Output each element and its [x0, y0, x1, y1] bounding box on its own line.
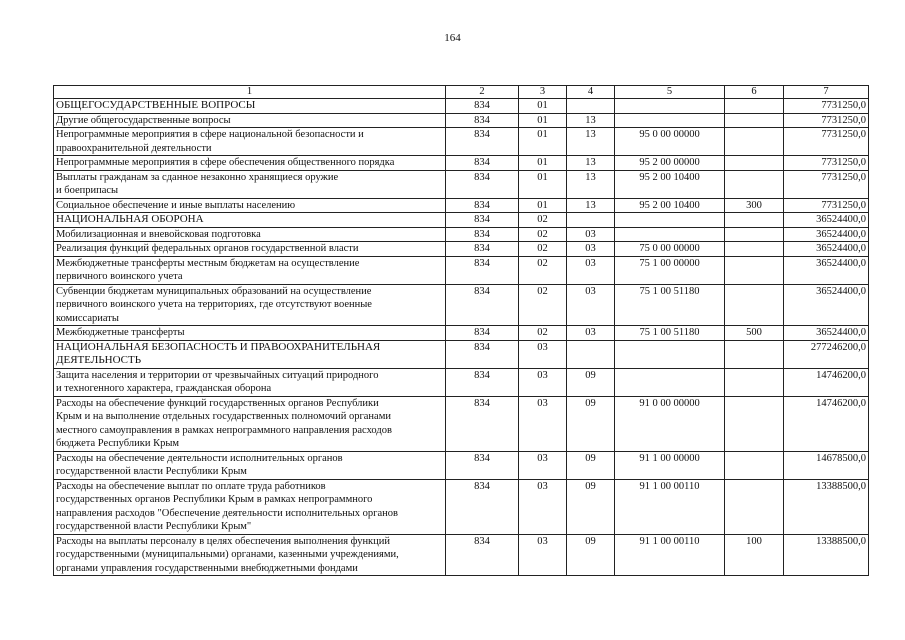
row-name: ОБЩЕГОСУДАРСТВЕННЫЕ ВОПРОСЫ: [54, 99, 446, 114]
table-row: [54, 170, 869, 198]
row-amount: 7731250,0: [784, 99, 869, 114]
row-target-article: 91 1 00 00110: [615, 479, 725, 534]
row-expense-type: [725, 213, 784, 228]
row-grbs: 834: [446, 326, 519, 341]
row-name: Мобилизационная и вневойсковая подготовка: [54, 227, 446, 242]
row-amount: 13388500,0: [784, 479, 869, 534]
row-expense-type: [725, 170, 784, 198]
row-amount: 36524400,0: [784, 242, 869, 257]
row-expense-type: [725, 479, 784, 534]
row-name: Расходы на выплаты персоналу в целях обеспечения выполнения функций государственными (муниципальными) органами, казенными учреждениями, органами управления государственными внебюджетными фондами: [54, 534, 446, 576]
row-subsection: [567, 340, 615, 368]
row-name: Непрограммные мероприятия в сфере обеспечения общественного порядка: [54, 156, 446, 171]
row-grbs: 834: [446, 284, 519, 326]
row-grbs: 834: [446, 227, 519, 242]
row-name: Защита населения и территории от чрезвычайных ситуаций природного и техногенного характера, гражданская оборона: [54, 368, 446, 396]
table-row: [54, 479, 869, 534]
row-expense-type: [725, 156, 784, 171]
table-row: [54, 256, 869, 284]
row-subsection: 13: [567, 198, 615, 213]
row-amount: 36524400,0: [784, 213, 869, 228]
row-target-article: 95 2 00 00000: [615, 156, 725, 171]
row-grbs: 834: [446, 479, 519, 534]
row-amount: 277246200,0: [784, 340, 869, 368]
row-grbs: 834: [446, 170, 519, 198]
row-expense-type: 500: [725, 326, 784, 341]
row-subsection: [567, 213, 615, 228]
row-expense-type: [725, 242, 784, 257]
row-name: НАЦИОНАЛЬНАЯ БЕЗОПАСНОСТЬ И ПРАВООХРАНИТЕЛЬНАЯ ДЕЯТЕЛЬНОСТЬ: [54, 340, 446, 368]
row-amount: 7731250,0: [784, 128, 869, 156]
table-row: [54, 128, 869, 156]
row-grbs: 834: [446, 99, 519, 114]
row-expense-type: 100: [725, 534, 784, 576]
table-row: [54, 396, 869, 451]
row-expense-type: [725, 99, 784, 114]
row-section: 03: [519, 534, 567, 576]
row-subsection: 03: [567, 284, 615, 326]
row-section: 02: [519, 242, 567, 257]
row-section: 03: [519, 340, 567, 368]
row-name: Социальное обеспечение и иные выплаты населению: [54, 198, 446, 213]
table-row: [54, 198, 869, 213]
row-target-article: 75 1 00 51180: [615, 326, 725, 341]
row-subsection: 03: [567, 227, 615, 242]
row-subsection: 03: [567, 326, 615, 341]
table-row: [54, 534, 869, 576]
row-amount: 7731250,0: [784, 198, 869, 213]
row-section: 02: [519, 256, 567, 284]
row-grbs: 834: [446, 113, 519, 128]
table-row: [54, 368, 869, 396]
table-body: [54, 99, 869, 576]
header-col-7: 7: [784, 86, 869, 99]
row-section: 01: [519, 198, 567, 213]
row-amount: 7731250,0: [784, 113, 869, 128]
row-expense-type: [725, 128, 784, 156]
row-target-article: [615, 227, 725, 242]
row-name: Реализация функций федеральных органов государственной власти: [54, 242, 446, 257]
row-expense-type: [725, 113, 784, 128]
table-row: [54, 213, 869, 228]
row-name: Расходы на обеспечение деятельности исполнительных органов государственной власти Республики Крым: [54, 451, 446, 479]
row-name: Межбюджетные трансферты: [54, 326, 446, 341]
header-col-4: 4: [567, 86, 615, 99]
row-amount: 36524400,0: [784, 326, 869, 341]
row-section: 03: [519, 396, 567, 451]
row-grbs: 834: [446, 340, 519, 368]
row-subsection: 13: [567, 113, 615, 128]
row-amount: 14746200,0: [784, 368, 869, 396]
row-target-article: 75 0 00 00000: [615, 242, 725, 257]
row-amount: 7731250,0: [784, 156, 869, 171]
row-target-article: 95 2 00 10400: [615, 170, 725, 198]
row-section: 01: [519, 99, 567, 114]
row-grbs: 834: [446, 368, 519, 396]
row-section: 02: [519, 326, 567, 341]
row-amount: 36524400,0: [784, 284, 869, 326]
row-section: 03: [519, 368, 567, 396]
row-section: 02: [519, 284, 567, 326]
row-target-article: 75 1 00 51180: [615, 284, 725, 326]
header-row: [54, 86, 869, 99]
row-target-article: 91 1 00 00000: [615, 451, 725, 479]
row-expense-type: [725, 368, 784, 396]
row-amount: 14746200,0: [784, 396, 869, 451]
row-subsection: 09: [567, 368, 615, 396]
row-amount: 36524400,0: [784, 227, 869, 242]
row-subsection: 09: [567, 451, 615, 479]
row-name: Другие общегосударственные вопросы: [54, 113, 446, 128]
row-subsection: 03: [567, 256, 615, 284]
table-row: [54, 113, 869, 128]
row-amount: 14678500,0: [784, 451, 869, 479]
header-col-3: 3: [519, 86, 567, 99]
row-name: Расходы на обеспечение выплат по оплате труда работников государственных органов Республики Крым в рамках непрограммного направления расходов "Обеспечение деятельности исполнительных органов государственной власти Республики Крым": [54, 479, 446, 534]
row-target-article: 91 1 00 00110: [615, 534, 725, 576]
row-subsection: 13: [567, 128, 615, 156]
row-name: Непрограммные мероприятия в сфере национальной безопасности и правоохранительной деятельности: [54, 128, 446, 156]
row-expense-type: [725, 227, 784, 242]
page-number: 164: [444, 32, 461, 44]
row-target-article: 91 0 00 00000: [615, 396, 725, 451]
row-section: 01: [519, 113, 567, 128]
row-target-article: [615, 99, 725, 114]
row-name: НАЦИОНАЛЬНАЯ ОБОРОНА: [54, 213, 446, 228]
row-grbs: 834: [446, 242, 519, 257]
row-grbs: 834: [446, 534, 519, 576]
row-target-article: [615, 368, 725, 396]
row-target-article: 95 2 00 10400: [615, 198, 725, 213]
row-subsection: 13: [567, 156, 615, 171]
table-row: [54, 156, 869, 171]
row-section: 01: [519, 156, 567, 171]
row-target-article: 95 0 00 00000: [615, 128, 725, 156]
row-expense-type: [725, 284, 784, 326]
row-subsection: 09: [567, 534, 615, 576]
row-section: 01: [519, 170, 567, 198]
table-row: [54, 99, 869, 114]
row-section: 03: [519, 451, 567, 479]
row-grbs: 834: [446, 156, 519, 171]
table-row: [54, 242, 869, 257]
row-subsection: [567, 99, 615, 114]
row-amount: 7731250,0: [784, 170, 869, 198]
row-section: 01: [519, 128, 567, 156]
row-amount: 13388500,0: [784, 534, 869, 576]
header-col-1: 1: [54, 86, 446, 99]
row-expense-type: [725, 256, 784, 284]
row-expense-type: [725, 451, 784, 479]
row-subsection: 09: [567, 396, 615, 451]
row-name: Межбюджетные трансферты местным бюджетам на осуществление первичного воинского учета: [54, 256, 446, 284]
row-target-article: 75 1 00 00000: [615, 256, 725, 284]
header-col-2: 2: [446, 86, 519, 99]
table-row: [54, 451, 869, 479]
row-expense-type: [725, 340, 784, 368]
row-grbs: 834: [446, 213, 519, 228]
table-row: [54, 326, 869, 341]
table-row: [54, 284, 869, 326]
row-subsection: 13: [567, 170, 615, 198]
row-grbs: 834: [446, 198, 519, 213]
row-expense-type: [725, 396, 784, 451]
row-expense-type: 300: [725, 198, 784, 213]
row-section: 03: [519, 479, 567, 534]
header-col-6: 6: [725, 86, 784, 99]
row-target-article: [615, 113, 725, 128]
row-target-article: [615, 340, 725, 368]
budget-table: [53, 85, 869, 576]
row-subsection: 09: [567, 479, 615, 534]
row-grbs: 834: [446, 256, 519, 284]
row-target-article: [615, 213, 725, 228]
row-grbs: 834: [446, 128, 519, 156]
row-name: Субвенции бюджетам муниципальных образований на осуществление первичного воинского учета на территориях, где отсутствуют военные комиссариаты: [54, 284, 446, 326]
row-grbs: 834: [446, 396, 519, 451]
header-col-5: 5: [615, 86, 725, 99]
row-subsection: 03: [567, 242, 615, 257]
row-name: Расходы на обеспечение функций государственных органов Республики Крым и на выполнение отдельных государственных полномочий органами местного самоуправления в рамках непрограммного направления расходов бюджета Республики Крым: [54, 396, 446, 451]
row-name: Выплаты гражданам за сданное незаконно хранящиеся оружие и боеприпасы: [54, 170, 446, 198]
row-grbs: 834: [446, 451, 519, 479]
row-section: 02: [519, 213, 567, 228]
row-section: 02: [519, 227, 567, 242]
table-row: [54, 340, 869, 368]
row-amount: 36524400,0: [784, 256, 869, 284]
table-row: [54, 227, 869, 242]
